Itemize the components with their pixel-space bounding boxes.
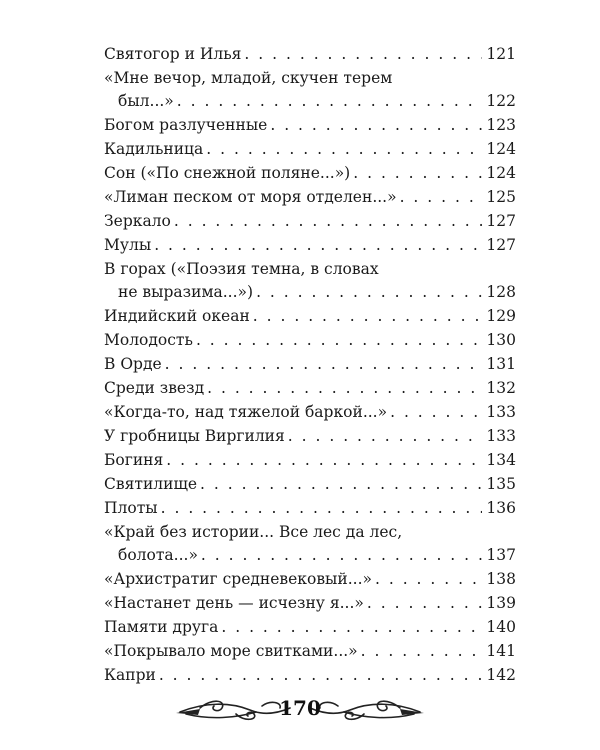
toc-entry-page-number: 132 — [486, 379, 516, 397]
dot-leader — [361, 639, 483, 663]
toc-entry-title: Богом разлученные — [104, 116, 268, 134]
dot-leader — [221, 615, 482, 639]
dot-leader — [288, 424, 483, 448]
toc-entry — [104, 328, 516, 352]
toc-entry-title: Капри — [104, 666, 156, 684]
toc-entry-page-number: 139 — [486, 594, 516, 612]
toc-entry — [104, 639, 516, 663]
toc-entry — [104, 472, 516, 496]
toc-entry-page-number: 142 — [486, 666, 516, 684]
dot-leader — [165, 352, 483, 376]
dot-leader — [201, 543, 482, 567]
toc-entry-title: В Орде — [104, 355, 162, 373]
dot-leader — [400, 185, 483, 209]
toc-entry — [104, 520, 516, 567]
toc-entry-title-line: В горах («Поэзия темна, в словах — [104, 260, 379, 278]
toc-entry — [104, 567, 516, 591]
dot-leader — [375, 567, 482, 591]
toc-entry-page-number: 122 — [486, 92, 516, 110]
toc-entry-title: был...» — [118, 92, 174, 110]
toc-entry-page-number: 140 — [486, 618, 516, 636]
toc-entry-title: Богиня — [104, 451, 164, 469]
toc-entry — [104, 400, 516, 424]
toc-entry-page-number: 135 — [486, 475, 516, 493]
toc-entry-title: Кадильница — [104, 140, 204, 158]
toc-entry — [104, 663, 516, 687]
toc-entry — [104, 304, 516, 328]
toc-entry-page-number: 127 — [486, 236, 516, 254]
toc-entry — [104, 137, 516, 161]
toc-entry — [104, 66, 516, 113]
toc-entry-title: Индийский океан — [104, 307, 250, 325]
dot-leader — [154, 233, 482, 257]
toc-entry — [104, 161, 516, 185]
toc-entry-title: «Настанет день — исчезну я...» — [104, 594, 364, 612]
dot-leader — [159, 663, 483, 687]
page-footer — [0, 690, 600, 730]
dot-leader — [196, 328, 482, 352]
toc-entry-title: болота...» — [118, 546, 198, 564]
toc-entry-page-number: 131 — [486, 355, 516, 373]
toc-entry-page-number: 124 — [486, 140, 516, 158]
toc-entry-page-number: 124 — [486, 164, 516, 182]
toc-entry-title: Плоты — [104, 499, 158, 517]
toc-entry-page-number: 133 — [486, 427, 516, 445]
toc-entry-title: Зеркало — [104, 212, 171, 230]
dot-leader — [256, 280, 482, 304]
toc-entry-title: Сон («По снежной поляне...») — [104, 164, 351, 182]
toc-entry-page-number: 123 — [486, 116, 516, 134]
toc-entry-page-number: 129 — [486, 307, 516, 325]
toc-entry-page-number: 137 — [486, 546, 516, 564]
dot-leader — [166, 448, 482, 472]
toc-entry-page-number: 138 — [486, 570, 516, 588]
toc-entry-page-number: 130 — [486, 331, 516, 349]
dot-leader — [206, 137, 482, 161]
toc-entry-title: Мулы — [104, 236, 152, 254]
toc-entry — [104, 496, 516, 520]
toc-entry-title: «Архистратиг средневековый...» — [104, 570, 372, 588]
toc-entry — [104, 376, 516, 400]
toc-entry-title: не выразима...») — [118, 283, 254, 301]
dot-leader — [253, 304, 483, 328]
dot-leader — [200, 472, 482, 496]
toc-entry — [104, 591, 516, 615]
dot-leader — [390, 400, 482, 424]
table-of-contents — [104, 42, 516, 687]
toc-entry-page-number: 141 — [486, 642, 516, 660]
toc-entry — [104, 448, 516, 472]
toc-entry-page-number: 134 — [486, 451, 516, 469]
toc-entry — [104, 257, 516, 304]
dot-leader — [270, 113, 482, 137]
toc-entry-title: «Лиман песком от моря отделен...» — [104, 188, 397, 206]
dot-leader — [353, 161, 482, 185]
toc-entry-title-line: «Мне вечор, младой, скучен терем — [104, 69, 393, 87]
toc-entry-page-number: 125 — [486, 188, 516, 206]
toc-entry-title: Памяти друга — [104, 618, 219, 636]
toc-entry — [104, 615, 516, 639]
toc-entry-title: У гробницы Виргилия — [104, 427, 285, 445]
toc-entry-title: Среди звезд — [104, 379, 205, 397]
dot-leader — [177, 89, 483, 113]
dot-leader — [161, 496, 483, 520]
toc-entry-page-number: 128 — [486, 283, 516, 301]
toc-entry-page-number: 136 — [486, 499, 516, 517]
dot-leader — [367, 591, 483, 615]
toc-entry — [104, 185, 516, 209]
page-number: 170 — [279, 696, 321, 720]
toc-entry-title: «Когда-то, над тяжелой баркой...» — [104, 403, 388, 421]
toc-entry-title: Святилище — [104, 475, 198, 493]
toc-entry-title-line: «Край без истории... Все лес да лес, — [104, 523, 403, 541]
toc-entry-title: Молодость — [104, 331, 193, 349]
toc-entry-page-number: 133 — [486, 403, 516, 421]
dot-leader — [244, 42, 482, 66]
toc-entry — [104, 424, 516, 448]
dot-leader — [207, 376, 482, 400]
toc-entry — [104, 42, 516, 66]
toc-entry-page-number: 121 — [486, 45, 516, 63]
toc-entry — [104, 233, 516, 257]
toc-entry — [104, 209, 516, 233]
toc-entry — [104, 113, 516, 137]
toc-entry — [104, 352, 516, 376]
dot-leader — [174, 209, 483, 233]
toc-entry-title: Святогор и Илья — [104, 45, 242, 63]
toc-entry-title: «Покрывало море свитками...» — [104, 642, 358, 660]
toc-entry-page-number: 127 — [486, 212, 516, 230]
